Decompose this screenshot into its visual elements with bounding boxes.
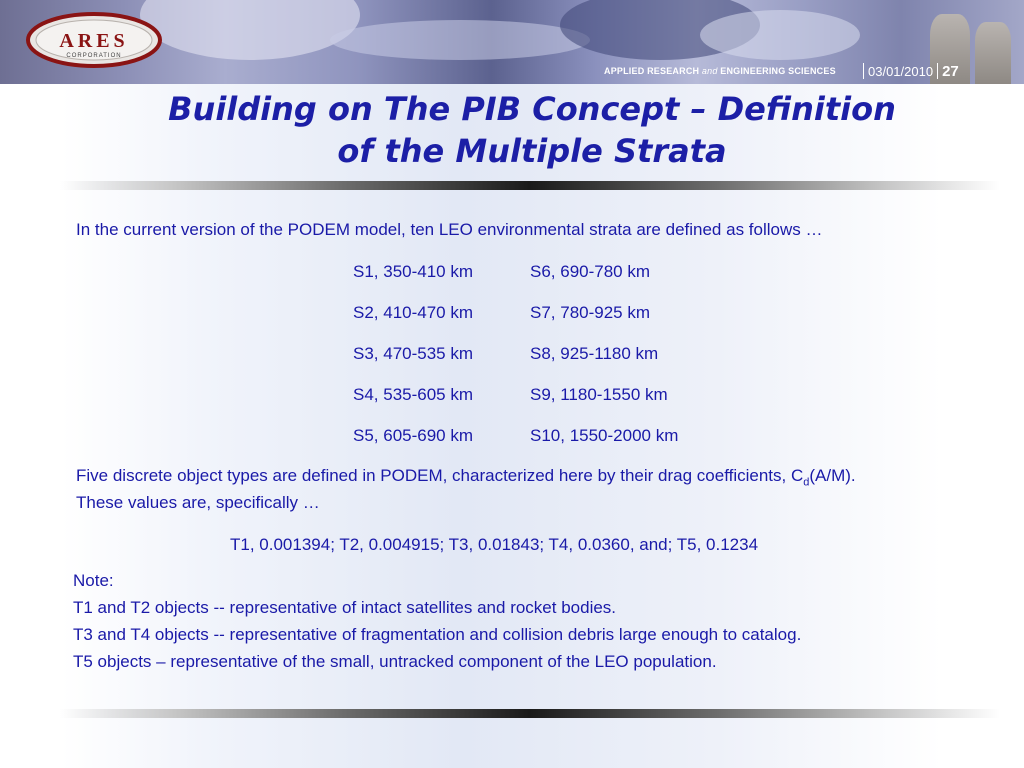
logo-subtext: CORPORATION [66,53,122,59]
header-banner [0,0,1024,84]
strata-left: S2, 410-470 km [353,303,474,322]
slide-number: 27 [942,62,959,80]
note-block [73,567,801,675]
note-heading: Note: [73,571,114,590]
tagline-part2: ENGINEERING SCIENCES [720,66,836,76]
title-line-1: Building on The PIB Concept – Definition [168,90,896,128]
divider [937,63,938,79]
object-types-sentence-start: Five discrete object types are defined in PODEM, characterized here by their drag coefficients, C [76,466,804,485]
strata-left: S4, 535-605 km [353,385,474,404]
date-and-page [859,62,959,80]
title-divider [60,181,1000,190]
strata-right: S10, 1550-2000 km [530,426,679,445]
strata-right: S9, 1180-1550 km [530,385,668,404]
tagline-part1: APPLIED RESEARCH [604,66,700,76]
strata-left: S1, 350-410 km [353,262,474,281]
ares-logo [26,12,162,68]
strata-right: S6, 690-780 km [530,262,651,281]
footer-divider [60,709,1000,718]
strata-left: S5, 605-690 km [353,426,474,445]
strata-right: S7, 780-925 km [530,303,651,322]
object-types-line-2: These values are, specifically … [76,493,320,512]
slide-date: 03/01/2010 [868,63,934,79]
tagline-and: and [701,66,718,76]
slide-title [40,88,1024,172]
drag-subscript: d [803,476,810,489]
divider [863,63,864,79]
strata-left: S3, 470-535 km [353,344,474,363]
cooling-tower-graphic [975,22,1011,84]
note-line: T5 objects – representative of the small, untracked component of the LEO population. [73,652,717,671]
intro-text: In the current version of the PODEM model, ten LEO environmental strata are defined as follows … [76,220,823,239]
note-line: T1 and T2 objects -- representative of intact satellites and rocket bodies. [73,598,617,617]
title-line-2: of the Multiple Strata [337,132,727,170]
note-line: T3 and T4 objects -- representative of fragmentation and collision debris large enough to catalog. [73,625,802,644]
strata-right: S8, 925-1180 km [530,344,659,363]
logo-text: ARES [59,30,129,52]
object-type-values: T1, 0.001394; T2, 0.004915; T3, 0.01843; T4, 0.0360, and; T5, 0.1234 [230,535,759,554]
object-types-text [76,466,856,488]
tagline [604,66,836,76]
object-types-sentence-end: (A/M). [809,466,856,485]
